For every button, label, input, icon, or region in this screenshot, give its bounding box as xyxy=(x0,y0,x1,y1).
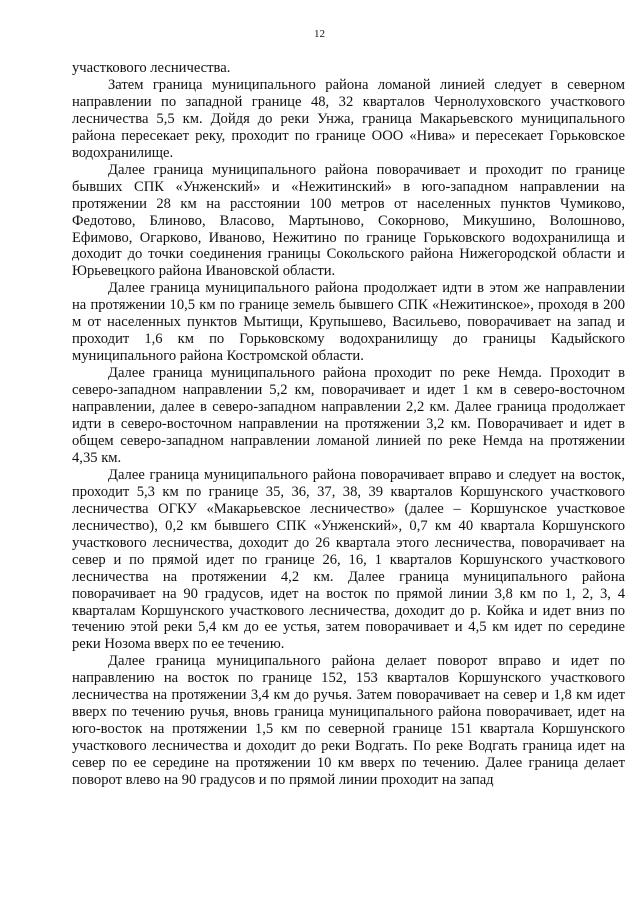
paragraph: Далее граница муниципального района проходит по реке Немда. Проходит в северо-западном направлении 5,2 км, поворачивает и идет 1 км в северо-восточном направлении, далее в северо-западном направлении 2,2 км. Далее граница продолжает идти в северо-восточном направлении на протяжении 3,2 км. Поворачивает и идет в общем северо-западном направлении ломаной линией по реке Немда на протяжении 4,35 км. xyxy=(72,365,625,466)
paragraph: Далее граница муниципального района делает поворот вправо и идет по направлению на восток по границе 152, 153 кварталов Коршунского участкового лесничества на протяжении 3,4 км до ручья. Затем поворачивает на север и 1,8 км идет вверх по течению ручья, вновь граница муниципального района поворачивает, идет на юго-восток на протяжении 1,5 км по северной границе 151 квартала Коршунского участкового лесничества и доходит до реки Водгать. По реке Водгать граница идет на север по ее середине на протяжении 10 км вверх по течению. Далее граница делает поворот влево на 90 градусов и по прямой линии проходит на запад xyxy=(72,653,625,789)
paragraph: Далее граница муниципального района продолжает идти в этом же направлении на протяжении 10,5 км по границе земель бывшего СПК «Нежитинское», проходя в 200 м от населенных пунктов Мытищи, Крупышево, Васильево, поворачивает на запад и проходит 1,6 км по Горьковскому водохранилищу до границы Кадыйского муниципального района Костромской области. xyxy=(72,280,625,365)
page-number: 12 xyxy=(314,28,325,40)
paragraph: Далее граница муниципального района поворачивает и проходит по границе бывших СПК «Унженский» и «Нежитинский» в юго-западном направлении на протяжении 28 км на расстоянии 100 метров от населенных пунктов Чумиково, Федотово, Блиново, Власово, Мартыново, Сокорново, Микушино, Волошново, Ефимово, Огарково, Иваново, Нежитино по границе Горьковского водохранилища и доходит до точки соединения границы Сокольского района Нижегородской области и Юрьевецкого района Ивановской области. xyxy=(72,161,625,280)
paragraph: Затем граница муниципального района ломаной линией следует в северном направлении по западной границе 48, 32 кварталов Чернолуховского участкового лесничества 5,5 км. Дойдя до реки Унжа, граница Макарьевского муниципального района пересекает реку, проходит по границе ООО «Нива» и пересекает Горьковское водохранилище. xyxy=(72,76,625,161)
paragraph-continuation: участкового лесничества. xyxy=(72,60,231,76)
paragraph: Далее граница муниципального района поворачивает вправо и следует на восток, проходит 5,3 км по границе 35, 36, 37, 38, 39 кварталов Коршунского участкового лесничества ОГКУ «Макарьевское лесничество» (далее – Коршунское участковое лесничество), 0,2 км бывшего СПК «Унженский», 0,7 км 40 квартала Коршунского участкового лесничества, доходит до 26 квартала этого лесничества, поворачивает на север и по прямой идет по границе 26, 16, 1 кварталов Коршунского участкового лесничества на протяжении 4,2 км. Далее граница муниципального района поворачивает на 90 градусов, идет на восток по прямой линии 3,8 км по 1, 2, 3, 4 кварталам Коршунского участкового лесничества, доходит до р. Койка и идет вниз по течению этой реки 5,4 км до ее устья, затем поворачивает и 4,5 км идет по середине реки Нозома вверх по ее течению. xyxy=(72,466,625,653)
document-body xyxy=(72,60,625,789)
